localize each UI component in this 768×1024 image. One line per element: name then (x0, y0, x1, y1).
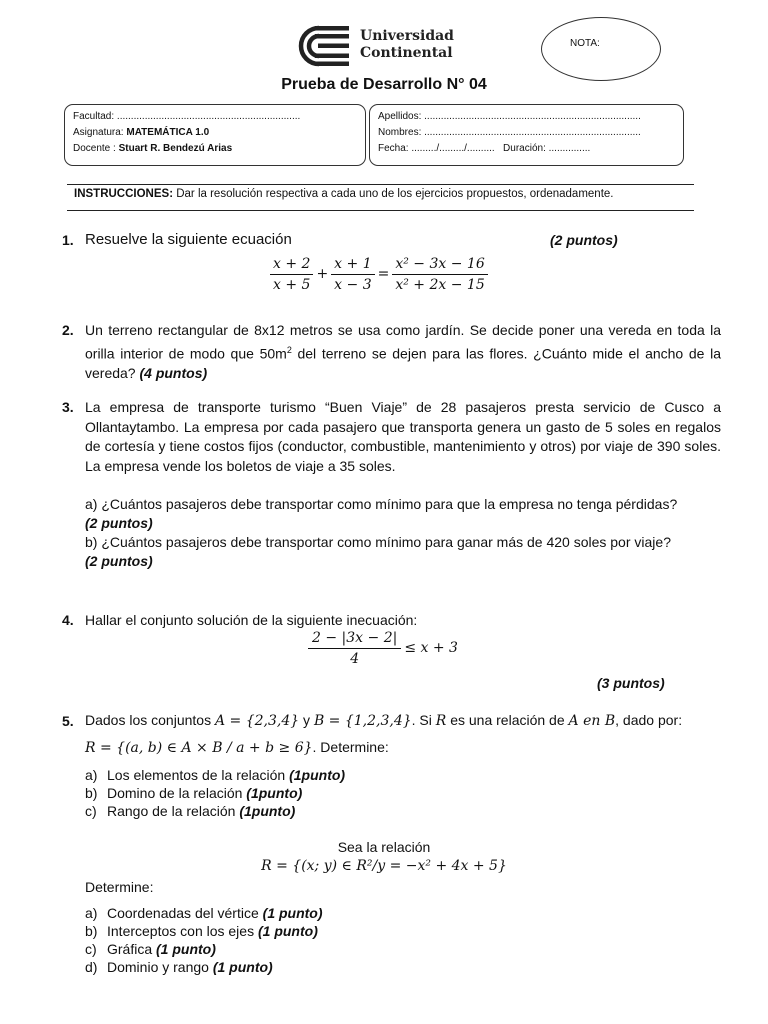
grade-oval (541, 17, 661, 81)
item-points: (1 punto) (156, 941, 216, 957)
grade-label: NOTA: (570, 38, 600, 49)
course-info-box (64, 104, 366, 166)
list-item (85, 922, 318, 940)
item-text: Dominio y rango (107, 959, 213, 975)
question-text-part: Un terreno rectangular de 8x12 metros se usa como jardín. Se decide poner una vereda en toda la orilla interior de modo que 50m (85, 322, 721, 362)
item-label: c) (85, 941, 97, 957)
fraction-denominator: x − 3 (334, 277, 372, 293)
question-number: 1. (62, 232, 74, 248)
page-title: Prueba de Desarrollo N° 04 (281, 76, 487, 93)
item-text: Coordenadas del vértice (107, 905, 263, 921)
item-text: Los elementos de la relación (107, 767, 290, 783)
fraction-denominator: 4 (350, 651, 360, 667)
item-label: c) (85, 803, 97, 819)
teacher-field (73, 141, 357, 157)
item-points: (1 punto) (257, 923, 318, 939)
question-number: 5. (62, 713, 74, 729)
item-points: (1 punto) (262, 905, 323, 921)
question-text: Hallar el conjunto solución de la siguiente inecuación: (85, 612, 418, 628)
fraction-1 (270, 254, 313, 295)
item-label: b) (85, 923, 98, 939)
date-field: Fecha: ........./........./.......... (378, 143, 495, 154)
item-label: d) (85, 959, 98, 975)
logo-line-1: Universidad (360, 28, 454, 44)
item-points: (1punto) (246, 785, 303, 801)
fraction (308, 628, 401, 669)
item-label: a) (85, 767, 98, 783)
relation-symbol: R (435, 713, 447, 729)
text-part: , dado por: (615, 712, 683, 728)
list-item (85, 802, 295, 820)
question-text: La empresa de transporte turismo “Buen Viaje” de 28 pasajeros presta servicio de Cusco a Ollantaytambo. La empresa por cada pasajero que transporta genera un gasto de 5 soles en regalos de cortesía y tiene costos fijos (conductor, combustible, mantenimiento y otros) por viaje de 390 soles. La empresa vende los boletos de viaje a 35 soles. (85, 399, 721, 474)
university-logo (289, 25, 351, 67)
fraction-3 (392, 254, 487, 295)
question-points: (4 puntos) (139, 364, 208, 381)
part-a-points: (2 puntos) (85, 515, 153, 531)
part-b-points: (2 puntos) (85, 553, 153, 569)
fraction-2 (331, 254, 374, 295)
subject-label: Asignatura: (73, 127, 124, 138)
question-points: (2 puntos) (550, 232, 618, 248)
logo-line-2: Continental (360, 45, 453, 61)
text-part: y (299, 712, 314, 728)
fraction-numerator: x + 1 (331, 254, 374, 275)
text-part: Dados los conjuntos (85, 712, 215, 728)
item-text: Gráfica (107, 941, 157, 957)
relation-intro: Sea la relación (337, 839, 431, 855)
student-info-box (369, 104, 684, 166)
question-text-part: del terreno se dejen para las flores. ¿Cuánto mide el ancho de la vereda? (85, 345, 721, 381)
equals-sign: = (377, 265, 390, 282)
subject-field (73, 125, 357, 141)
text-part: . Determine: (312, 739, 389, 755)
fraction-numerator: x + 2 (270, 254, 313, 275)
question-number: 3. (62, 399, 74, 415)
relation-set: R = {(a, b) ∈ A × B / a + b ≥ 6} (85, 740, 313, 756)
text-part: . Si (411, 712, 436, 728)
list-item (85, 766, 345, 784)
item-text: Rango de la relación (107, 803, 240, 819)
teacher-label: Docente : (73, 143, 116, 154)
fraction-denominator: x² + 2x − 15 (395, 277, 485, 293)
logo-mark-icon (289, 25, 351, 67)
inequation-rhs: ≤ x + 3 (404, 639, 458, 656)
relation-definition (85, 738, 389, 759)
instructions (74, 188, 614, 200)
relation-definition: R = {(x; y) ∈ R²/y = −x² + 4x + 5} (261, 858, 507, 874)
item-label: b) (85, 785, 98, 801)
list-item (85, 958, 273, 976)
superscript: 2 (286, 344, 292, 355)
surnames-field: Apellidos: .............................................................................. (378, 111, 641, 122)
determine-label: Determine: (85, 879, 154, 895)
question-text (85, 711, 725, 732)
question-points: (3 puntos) (597, 675, 665, 691)
item-points: (1 punto) (212, 959, 273, 975)
question-number: 4. (62, 612, 74, 628)
plus-sign: + (316, 265, 329, 282)
question-number: 2. (62, 322, 74, 338)
part-b-text: b) ¿Cuántos pasajeros debe transportar como mínimo para ganar más de 420 soles por viaje? (85, 534, 671, 550)
part-a-text: a) ¿Cuántos pasajeros debe transportar como mínimo para que la empresa no tenga pérdidas? (85, 496, 678, 512)
list-item (85, 784, 302, 802)
subject-value: MATEMÁTICA 1.0 (126, 127, 210, 138)
instructions-text: Dar la resolución respectiva a cada uno de los ejercicios propuestos, ordenadamente. (176, 188, 614, 200)
set-b: B = {1,2,3,4} (313, 713, 412, 729)
names-field: Nombres: .............................................................................. (378, 127, 641, 138)
duration-field: Duración: ............... (503, 143, 591, 154)
question-text (85, 321, 721, 383)
a-en-b: A en B (568, 713, 616, 729)
teacher-value: Stuart R. Bendezú Arias (118, 143, 233, 154)
instructions-top-rule (67, 184, 694, 185)
text-part: es una relación de (446, 712, 569, 728)
faculty-field: Facultad: .................................................................. (73, 111, 301, 122)
instructions-label: INSTRUCCIONES: (74, 188, 174, 200)
equation-1 (270, 254, 488, 295)
date-duration-field (378, 141, 675, 157)
logo-text (360, 28, 454, 62)
item-text: Interceptos con los ejes (107, 923, 258, 939)
list-item (85, 904, 323, 922)
question-text: Resuelve la siguiente ecuación (85, 231, 292, 248)
inequation (308, 628, 458, 669)
fraction-numerator: 2 − |3x − 2| (308, 628, 401, 649)
list-item (85, 940, 216, 958)
fraction-denominator: x + 5 (273, 277, 311, 293)
instructions-bottom-rule (67, 210, 694, 211)
question-3-parts (85, 495, 725, 571)
item-text: Domino de la relación (107, 785, 247, 801)
item-label: a) (85, 905, 98, 921)
fraction-numerator: x² − 3x − 16 (392, 254, 487, 275)
item-points: (1punto) (239, 803, 296, 819)
item-points: (1punto) (289, 767, 346, 783)
set-a: A = {2,3,4} (214, 713, 300, 729)
